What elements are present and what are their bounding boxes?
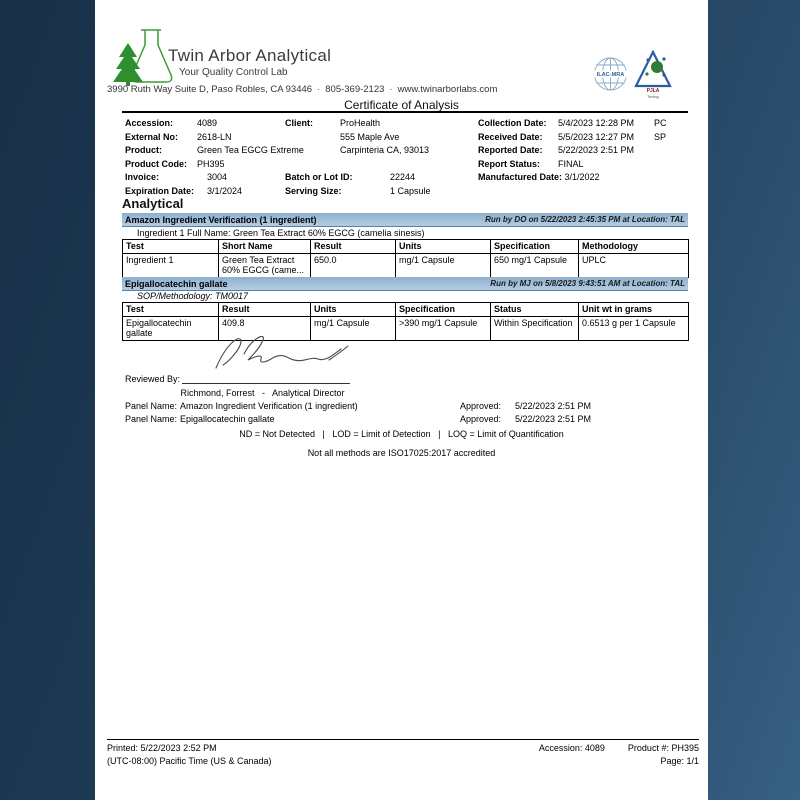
pjla-logo <box>634 50 672 105</box>
sop-methodology-line: SOP/Methodology: TM0017 <box>137 291 249 301</box>
field-label: Manufactured Date: <box>478 172 563 182</box>
field-value: 4089 <box>197 118 218 128</box>
field-label: Reported Date: <box>478 145 543 155</box>
cell-specification: 650 mg/1 Capsule <box>491 253 579 277</box>
separator-dot: · <box>389 84 393 95</box>
signature-line <box>182 374 350 384</box>
field-label: Received Date: <box>478 131 543 142</box>
column-header: Result <box>219 303 311 317</box>
info-row-report-status <box>478 158 688 172</box>
field-label: Accession: <box>125 118 174 128</box>
certificate-page <box>95 0 708 800</box>
column-header: Short Name <box>219 240 311 254</box>
table-header-row <box>123 303 689 317</box>
info-row-manufactured-date <box>478 171 688 185</box>
cell-test: Epigallocatechin gallate <box>123 316 219 340</box>
column-header: Test <box>123 303 219 317</box>
column-header: Units <box>311 303 396 317</box>
footer-right <box>95 742 699 768</box>
info-row-received-date <box>478 131 688 145</box>
field-value: 5/22/2023 2:51 PM <box>558 145 635 155</box>
pjla-triangle-icon <box>634 50 672 100</box>
field-label: Batch or Lot ID: <box>285 172 353 182</box>
panel-run-info: Run by MJ on 5/8/2023 9:43:51 AM at Location: TAL <box>490 279 685 288</box>
approved-time: 5/22/2023 2:51 PM <box>515 414 592 424</box>
cell-short-name: Green Tea Extract 60% EGCG (came... <box>219 253 311 277</box>
info-row-collection-date <box>478 117 688 131</box>
footer-accession-value: 4089 <box>584 743 605 753</box>
info-row-client <box>285 117 460 131</box>
pjla-label: PJLA <box>646 88 660 94</box>
address-text: 3990 Ruth Way Suite D, Paso Robles, CA 93446 <box>107 84 313 95</box>
ilac-mra-logo <box>592 54 629 99</box>
panel-title: Epigallocatechin gallate <box>125 278 228 289</box>
abbreviation-legend: ND = Not Detected | LOD = Limit of Detection | LOQ = Limit of Quantification <box>239 429 564 439</box>
field-label <box>285 144 340 158</box>
panel-name-label: Panel Name: <box>125 401 178 411</box>
info-column-left <box>125 117 310 198</box>
phone-text: 805-369-2123 <box>325 84 385 95</box>
field-value: 3/1/2024 <box>207 185 243 196</box>
field-label: Collection Date: <box>478 118 547 128</box>
info-row-spacer <box>285 158 460 172</box>
page-value: 1/1 <box>686 756 699 766</box>
info-row-external-no <box>125 131 310 145</box>
pjla-sub-label: Testing <box>647 95 659 99</box>
table-row <box>123 253 689 277</box>
info-column-dates <box>478 117 688 185</box>
timezone-line: (UTC-08:00) Pacific Time (US & Canada) <box>107 756 272 766</box>
field-value: FINAL <box>558 158 584 169</box>
field-label: Product Code: <box>125 158 187 169</box>
ilac-label: ILAC-MRA <box>596 72 625 78</box>
collector-initials: PC <box>654 118 667 128</box>
printed-label: Printed: <box>107 743 139 753</box>
amazon-verification-table <box>122 239 689 278</box>
field-label: Client: <box>285 118 313 128</box>
iso-accreditation-note: Not all methods are ISO17025:2017 accredited <box>307 448 496 458</box>
cell-units: mg/1 Capsule <box>311 316 396 340</box>
cell-units: mg/1 Capsule <box>396 253 491 277</box>
footer-ids-line <box>95 742 699 755</box>
info-row-invoice <box>125 171 310 185</box>
field-value: 2618-LN <box>197 131 232 142</box>
field-value: Carpinteria CA, 93013 <box>340 145 430 155</box>
document-title: Certificate of Analysis <box>344 98 459 112</box>
analytical-section-title: Analytical <box>122 196 184 211</box>
sample-info-block <box>122 111 688 201</box>
column-header: Methodology <box>579 240 689 254</box>
field-value: 3/1/2022 <box>564 172 600 182</box>
field-label: Serving Size: <box>285 185 342 196</box>
footer-product-label: Product #: <box>627 743 669 753</box>
cell-methodology: UPLC <box>579 253 689 277</box>
column-header: Result <box>311 240 396 254</box>
ilac-globe-icon <box>592 54 629 94</box>
field-label: Invoice: <box>125 172 160 182</box>
field-label <box>285 131 340 145</box>
cell-specification: >390 mg/1 Capsule <box>396 316 491 340</box>
reviewer-name-title: Richmond, Forrest - Analytical Director <box>180 388 345 398</box>
info-row-accession <box>125 117 310 131</box>
footer-page-line <box>95 755 699 768</box>
info-row-reported-date <box>478 144 688 158</box>
info-column-client <box>285 117 460 198</box>
info-row-serving <box>285 185 460 199</box>
table-header-row <box>123 240 689 254</box>
column-header: Unit wt in grams <box>579 303 689 317</box>
panel-name-label: Panel Name: <box>125 414 178 424</box>
info-row-batch <box>285 171 460 185</box>
website-text: www.twinarborlabs.com <box>397 84 498 95</box>
info-row-product <box>125 144 310 158</box>
panel-approval-row <box>125 400 665 413</box>
column-header: Test <box>123 240 219 254</box>
panel-banner-egcg <box>122 277 688 291</box>
reviewed-by-row <box>125 374 350 384</box>
company-address-line <box>107 84 497 95</box>
company-name: Twin Arbor Analytical <box>168 46 332 65</box>
column-header: Status <box>491 303 579 317</box>
field-value: PH395 <box>197 158 225 169</box>
cell-test: Ingredient 1 <box>123 253 219 277</box>
field-value: 555 Maple Ave <box>340 131 400 142</box>
approved-time: 5/22/2023 2:51 PM <box>515 401 592 411</box>
approved-label: Approved: <box>460 401 502 411</box>
info-row-product-code <box>125 158 310 172</box>
company-tagline: Your Quality Control Lab <box>179 67 288 78</box>
field-label: Product: <box>125 145 162 155</box>
cell-status: Within Specification <box>491 316 579 340</box>
panel-title: Amazon Ingredient Verification (1 ingredient) <box>125 214 317 225</box>
field-value: ProHealth <box>340 118 381 128</box>
ingredient-full-name-line: Ingredient 1 Full Name: Green Tea Extract 60% EGCG (camelia sinesis) <box>137 228 425 238</box>
printed-value: 5/22/2023 2:52 PM <box>140 743 217 753</box>
footer-accession-label: Accession: <box>538 743 583 753</box>
cell-result: 650.0 <box>311 253 396 277</box>
panel-banner-amazon-verification <box>122 213 688 227</box>
field-value: Green Tea EGCG Extreme <box>197 145 304 155</box>
approved-label: Approved: <box>460 414 502 424</box>
field-label: Expiration Date: <box>125 185 195 196</box>
panel-name-value: Epigallocatechin gallate <box>180 414 275 424</box>
column-header: Units <box>396 240 491 254</box>
separator-dot: · <box>317 84 321 95</box>
footer-product-value: PH395 <box>671 743 699 753</box>
cell-result: 409.8 <box>219 316 311 340</box>
info-row-client-address1 <box>285 131 460 145</box>
panel-name-value: Amazon Ingredient Verification (1 ingredient) <box>180 401 358 411</box>
column-header: Specification <box>491 240 579 254</box>
field-value: 22244 <box>390 172 416 182</box>
field-label: Report Status: <box>478 158 541 169</box>
info-row-client-address2 <box>285 144 460 158</box>
panel-approval-row <box>125 413 665 426</box>
field-value: 5/5/2023 12:27 PM <box>558 131 635 142</box>
field-value: 3004 <box>207 172 228 182</box>
panel-run-info: Run by DO on 5/22/2023 2:45:35 PM at Location: TAL <box>485 215 685 224</box>
column-header: Specification <box>396 303 491 317</box>
reviewed-by-label: Reviewed By: <box>125 374 181 384</box>
field-value: 1 Capsule <box>390 185 431 196</box>
footer-divider <box>107 739 699 740</box>
field-label: External No: <box>125 131 179 142</box>
page-label: Page: <box>660 756 684 766</box>
signature-icon <box>208 330 358 376</box>
cell-unit-wt: 0.6513 g per 1 Capsule <box>579 316 689 340</box>
receiver-initials: SP <box>654 131 667 142</box>
field-value: 5/4/2023 12:28 PM <box>558 118 635 128</box>
